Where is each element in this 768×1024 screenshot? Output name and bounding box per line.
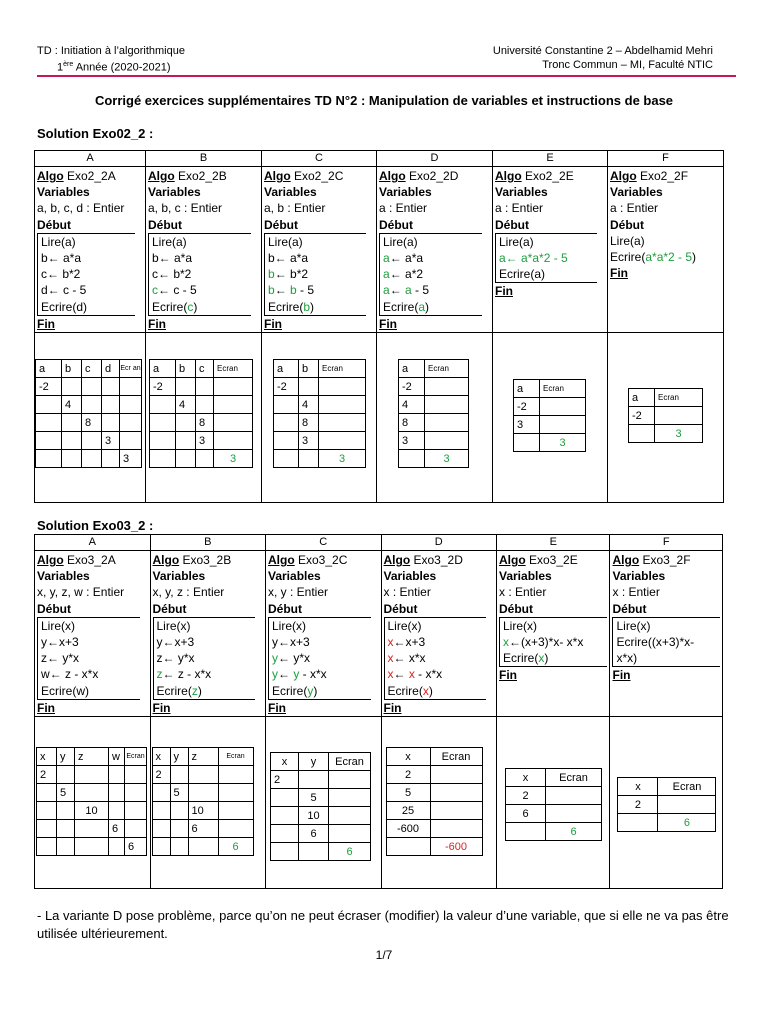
instruction-block: Lire(x) y←x+3 z← y*x z← z - x*x Ecrire(z) — [153, 617, 256, 700]
variables-declaration: x : Entier — [383, 585, 431, 600]
trace-table: x Ecran 2 6 — [617, 777, 716, 832]
algo-name: Exo2_2C — [290, 169, 344, 183]
trace-table: a b Ecran -2 4 8 3 3 — [273, 359, 366, 468]
trace-row — [35, 717, 723, 889]
section-heading-exo03: Solution Exo03_2 : — [37, 518, 154, 533]
trace-cell — [150, 717, 266, 889]
course-year: 1ère Année (2020-2021) — [57, 61, 171, 74]
algorithm-cell: Algo Exo2_2F Variables a : Entier Début Lire(a) Ecrire(a*a*2 - 5) Fin — [608, 167, 724, 333]
algorithm-cell: Algo Exo3_2E Variables x : Entier Début Lire(x) x←(x+3)*x- x*x Ecrire(x) Fin — [497, 551, 610, 717]
variables-declaration: a : Entier — [610, 201, 659, 216]
section-heading-exo02: Solution Exo02_2 : — [37, 126, 154, 141]
trace-table: x y z w Ecran 2 5 10 6 6 — [36, 747, 147, 856]
page-title: Corrigé exercices supplémentaires TD N°2 : Manipulation de variables et instructions de base — [94, 93, 674, 108]
variables-declaration: x, y : Entier — [268, 585, 329, 600]
instruction-block: Lire(a) a← a*a*2 - 5 Ecrire(a) — [495, 233, 597, 284]
header-right — [493, 44, 713, 72]
faculty-name: Tronc Commun – MI, Faculté NTIC — [542, 59, 713, 71]
algorithm-cell: Algo Exo3_2F Variables x : Entier Début Lire(x) Ecrire((x+3)*x- x*x) Fin — [610, 551, 723, 717]
variables-declaration: a, b : Entier — [264, 201, 326, 216]
algorithm-cell: Algo Exo2_2C Variables a, b : Entier Début Lire(a) b← a*a b← b*2 b← b - 5 Ecrire(b) Fin — [262, 167, 377, 333]
instruction-block: Lire(a) b← a*a c← b*2 c← c - 5 Ecrire(c) — [148, 233, 251, 316]
exo02-table — [34, 150, 724, 503]
trace-cell — [610, 717, 723, 889]
trace-cell — [497, 717, 610, 889]
column-header-row: A B C D E F — [35, 535, 723, 551]
algo-name: Exo3_2B — [179, 553, 232, 567]
trace-cell — [266, 717, 382, 889]
column-header: A — [35, 151, 146, 167]
algo-name: Exo2_2B — [174, 169, 227, 183]
trace-cell — [262, 333, 377, 503]
trace-cell — [381, 717, 497, 889]
variables-declaration: a, b, c, d : Entier — [37, 201, 125, 216]
column-header: E — [493, 151, 608, 167]
university-name: Université Constantine 2 – Abdelhamid Mehri — [492, 45, 713, 57]
trace-table: x Ecran 2 5 25 -600 -600 — [386, 747, 483, 856]
page-number: 1/7 — [375, 948, 393, 962]
algo-name: Exo3_2C — [294, 553, 348, 567]
instruction-block: Lire(x) y←x+3 y← y*x y← y - x*x Ecrire(y) — [268, 617, 371, 700]
trace-table: a Ecran -2 4 8 3 3 — [398, 359, 469, 468]
algo-name: Exo2_2A — [63, 169, 116, 183]
variables-declaration: a : Entier — [495, 201, 544, 216]
algorithm-row — [35, 167, 724, 333]
trace-cell — [493, 333, 608, 503]
debut-keyword: Début — [37, 217, 71, 232]
trace-cell — [608, 333, 724, 503]
trace-table: x Ecran 2 6 6 — [505, 768, 602, 841]
algo-name: Exo2_2D — [405, 169, 459, 183]
column-header: C — [262, 151, 377, 167]
header-left — [37, 44, 185, 75]
variables-declaration: a, b, c : Entier — [148, 201, 223, 216]
algorithm-cell: Algo Exo3_2A Variables x, y, z, w : Entier Début Lire(x) y←x+3 z← y*x w← z - x*x Ecrire(w) Fin — [35, 551, 151, 717]
variables-declaration: x : Entier — [612, 585, 660, 600]
variables-declaration: x, y, z, w : Entier — [37, 585, 125, 600]
variables-declaration: x, y, z : Entier — [152, 585, 225, 600]
fin-keyword: Fin — [37, 316, 55, 331]
instruction-block: Lire(x) x←x+3 x← x*x x← x - x*x Ecrire(x) — [384, 617, 487, 700]
algorithm-cell: Algo Exo2_2D Variables a : Entier Début Lire(a) a← a*a a← a*2 a← a - 5 Ecrire(a) Fin — [377, 167, 493, 333]
trace-table: a b c Ecran -2 4 8 3 3 — [149, 359, 253, 468]
algo-name: Exo3_2E — [525, 553, 578, 567]
trace-table: a Ecran -2 3 — [628, 388, 703, 443]
variables-declaration: x : Entier — [499, 585, 547, 600]
column-header-row — [35, 151, 724, 167]
algorithm-cell: Algo Exo2_2E Variables a : Entier Début Lire(a) a← a*a*2 - 5 Ecrire(a) Fin — [493, 167, 608, 333]
trace-cell — [146, 333, 262, 503]
trace-cell — [35, 333, 146, 503]
instruction-block: Lire(a) b← a*a b← b*2 b← b - 5 Ecrire(b) — [264, 233, 366, 316]
variables-declaration: a : Entier — [379, 201, 428, 216]
instruction-block: Lire(a) b← a*a c← b*2 d← c - 5 Ecrire(d) — [37, 233, 135, 316]
trace-table: a b c d Ecr an -2 4 8 3 3 — [35, 359, 142, 468]
column-header: D — [377, 151, 493, 167]
algorithm-cell: Algo Exo3_2D Variables x : Entier Début Lire(x) x←x+3 x← x*x x← x - x*x Ecrire(x) Fin — [381, 551, 497, 717]
instruction-block: Lire(x) Ecrire((x+3)*x- x*x) — [612, 617, 720, 668]
instruction-block: Lire(x) x←(x+3)*x- x*x Ecrire(x) — [499, 617, 607, 668]
trace-cell — [35, 717, 151, 889]
algo-name: Exo3_2D — [410, 553, 463, 567]
algorithm-cell: Algo Exo3_2C Variables x, y : Entier Début Lire(x) y←x+3 y← y*x y← y - x*x Ecrire(y) Fin — [266, 551, 382, 717]
column-header: B — [146, 151, 262, 167]
footnote: - La variante D pose problème, parce qu’on ne peut écraser (modifier) la valeur d’une variable, que si elle ne va pas être utilisée ultérieurement. — [37, 908, 729, 941]
trace-table: a Ecran -2 3 3 — [513, 379, 586, 452]
header-divider — [37, 75, 736, 77]
trace-cell — [377, 333, 493, 503]
algorithm-cell: Algo Exo2_2A Variables a, b, c, d : Entier Début Lire(a) b← a*a c← b*2 d← c - 5 Ecrire(d) Fin — [35, 167, 146, 333]
algo-name: Exo3_2F — [639, 553, 691, 567]
algorithm-cell: Algo Exo2_2B Variables a, b, c : Entier Début Lire(a) b← a*a c← b*2 c← c - 5 Ecrire(c) Fin — [146, 167, 262, 333]
trace-table: x y z Ecran 2 5 10 6 6 — [152, 747, 254, 856]
algo-name: Exo2_2E — [521, 169, 574, 183]
algorithm-row — [35, 551, 723, 717]
instruction-block: Lire(a) a← a*a a← a*2 a← a - 5 Ecrire(a) — [379, 233, 482, 316]
column-header: F — [608, 151, 724, 167]
instruction-block: Lire(x) y←x+3 z← y*x w← z - x*x Ecrire(w) — [37, 617, 140, 700]
trace-row — [35, 333, 724, 503]
algorithm-cell: Algo Exo3_2B Variables x, y, z : Entier Début Lire(x) y←x+3 z← y*x z← z - x*x Ecrire(z) Fin — [150, 551, 266, 717]
course-title: TD : Initiation à l’algorithmique — [37, 45, 185, 57]
algo-name: Exo2_2F — [636, 169, 689, 183]
variables-keyword: Variables — [37, 185, 90, 200]
algo-name: Exo3_2A — [63, 553, 116, 567]
exo03-table — [34, 534, 723, 889]
trace-table: x y Ecran 2 5 10 6 6 — [270, 752, 371, 861]
